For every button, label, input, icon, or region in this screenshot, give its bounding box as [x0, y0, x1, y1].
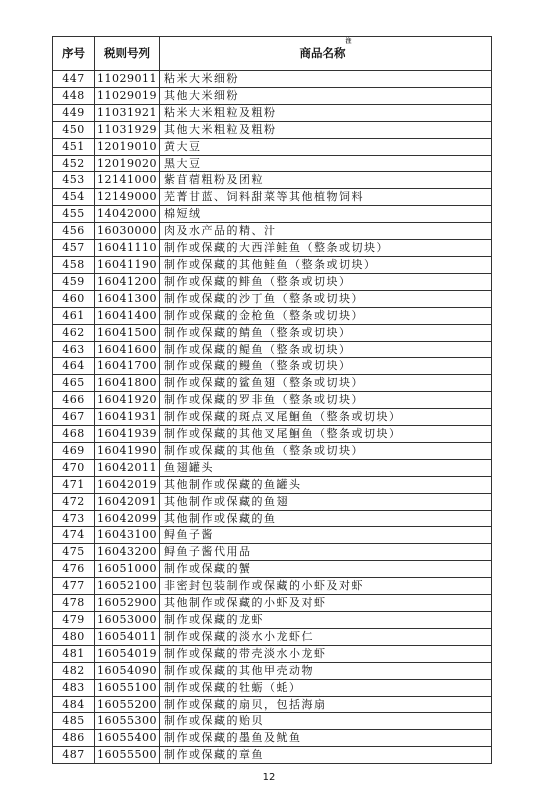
tariff-code-cell: 16053000 [95, 612, 160, 629]
serial-no-cell: 469 [53, 442, 95, 459]
table-row [53, 172, 492, 189]
tariff-code-cell: 11029019 [95, 87, 160, 104]
product-name-cell: 制作或保藏的其他鱼（整条或切块） [160, 442, 492, 459]
table-row [53, 696, 492, 713]
product-name-cell: 制作或保藏的鲱鱼（整条或切块） [160, 273, 492, 290]
serial-no-cell: 476 [53, 561, 95, 578]
serial-no-cell: 473 [53, 510, 95, 527]
table-row [53, 206, 492, 223]
serial-no-cell: 472 [53, 493, 95, 510]
product-name-cell: 其他大米粗粒及粗粉 [160, 121, 492, 138]
serial-no-cell: 454 [53, 189, 95, 206]
table-row [53, 223, 492, 240]
tariff-code-cell: 12149000 [95, 189, 160, 206]
product-name-cell: 制作或保藏的其他甲壳动物 [160, 662, 492, 679]
tariff-code-cell: 16055500 [95, 747, 160, 764]
product-name-cell: 制作或保藏的龙虾 [160, 612, 492, 629]
table-row [53, 476, 492, 493]
product-name-cell: 肉及水产品的精、汁 [160, 223, 492, 240]
product-name-cell: 制作或保藏的淡水小龙虾仁 [160, 628, 492, 645]
tariff-code-cell: 16041920 [95, 392, 160, 409]
product-name-cell: 制作或保藏的沙丁鱼（整条或切块） [160, 290, 492, 307]
tariff-code-cell: 16043200 [95, 544, 160, 561]
tariff-code-cell: 16055200 [95, 696, 160, 713]
table-row [53, 290, 492, 307]
serial-no-cell: 471 [53, 476, 95, 493]
tariff-code-cell: 16055400 [95, 730, 160, 747]
tariff-code-cell: 16054011 [95, 628, 160, 645]
table-row [53, 375, 492, 392]
serial-no-cell: 458 [53, 256, 95, 273]
serial-no-cell: 453 [53, 172, 95, 189]
product-name-cell: 制作或保藏的鲭鱼（整条或切块） [160, 324, 492, 341]
tariff-code-cell: 16043100 [95, 527, 160, 544]
tariff-table-container [52, 36, 491, 764]
table-row [53, 561, 492, 578]
product-name-cell: 制作或保藏的牡蛎（蚝） [160, 679, 492, 696]
serial-no-cell: 466 [53, 392, 95, 409]
product-name-cell: 鱼翅罐头 [160, 459, 492, 476]
product-name-cell: 制作或保藏的蟹 [160, 561, 492, 578]
serial-no-cell: 459 [53, 273, 95, 290]
table-row [53, 628, 492, 645]
serial-no-cell: 461 [53, 307, 95, 324]
table-row [53, 426, 492, 443]
tariff-code-cell: 11031921 [95, 104, 160, 121]
serial-no-cell: 483 [53, 679, 95, 696]
table-row [53, 87, 492, 104]
header-serial-no: 序号 [53, 37, 95, 71]
tariff-code-cell: 16041990 [95, 442, 160, 459]
tariff-code-cell: 16041500 [95, 324, 160, 341]
product-name-cell: 制作或保藏的斑点叉尾鮰鱼（整条或切块） [160, 409, 492, 426]
table-row [53, 679, 492, 696]
tariff-code-cell: 16052100 [95, 578, 160, 595]
tariff-code-cell: 16041110 [95, 240, 160, 257]
product-name-cell: 鲟鱼子酱 [160, 527, 492, 544]
product-name-cell: 粘米大米粗粒及粗粉 [160, 104, 492, 121]
product-name-cell: 制作或保藏的鳗鱼（整条或切块） [160, 358, 492, 375]
product-name-cell: 粘米大米细粉 [160, 71, 492, 88]
product-name-cell: 芜菁甘蓝、饲料甜菜等其他植物饲料 [160, 189, 492, 206]
table-header-row [53, 37, 492, 71]
tariff-code-cell: 16052900 [95, 595, 160, 612]
serial-no-cell: 460 [53, 290, 95, 307]
table-row [53, 138, 492, 155]
table-row [53, 71, 492, 88]
table-row [53, 341, 492, 358]
serial-no-cell: 451 [53, 138, 95, 155]
tariff-code-cell: 12019020 [95, 155, 160, 172]
header-tariff-code: 税则号列 [95, 37, 160, 71]
tariff-code-cell: 14042000 [95, 206, 160, 223]
tariff-code-cell: 16051000 [95, 561, 160, 578]
product-name-cell: 黄大豆 [160, 138, 492, 155]
serial-no-cell: 480 [53, 628, 95, 645]
product-name-cell: 制作或保藏的其他鲑鱼（整条或切块） [160, 256, 492, 273]
product-name-cell: 制作或保藏的罗非鱼（整条或切块） [160, 392, 492, 409]
product-name-cell: 其他制作或保藏的小虾及对虾 [160, 595, 492, 612]
table-row [53, 392, 492, 409]
serial-no-cell: 462 [53, 324, 95, 341]
table-row [53, 256, 492, 273]
product-name-cell: 制作或保藏的章鱼 [160, 747, 492, 764]
product-name-cell: 制作或保藏的墨鱼及鱿鱼 [160, 730, 492, 747]
serial-no-cell: 479 [53, 612, 95, 629]
tariff-code-cell: 16054019 [95, 645, 160, 662]
serial-no-cell: 452 [53, 155, 95, 172]
serial-no-cell: 464 [53, 358, 95, 375]
serial-no-cell: 449 [53, 104, 95, 121]
serial-no-cell: 450 [53, 121, 95, 138]
table-row [53, 747, 492, 764]
table-row [53, 307, 492, 324]
tariff-code-cell: 16041400 [95, 307, 160, 324]
product-name-cell: 非密封包装制作或保藏的小虾及对虾 [160, 578, 492, 595]
tariff-code-cell: 16041200 [95, 273, 160, 290]
product-name-cell: 制作或保藏的带壳淡水小龙虾 [160, 645, 492, 662]
tariff-code-cell: 16041300 [95, 290, 160, 307]
tariff-code-cell: 16041931 [95, 409, 160, 426]
table-row [53, 189, 492, 206]
serial-no-cell: 448 [53, 87, 95, 104]
tariff-code-cell: 12019010 [95, 138, 160, 155]
tariff-code-cell: 16055300 [95, 713, 160, 730]
serial-no-cell: 474 [53, 527, 95, 544]
product-name-cell: 制作或保藏的鲨鱼翅（整条或切块） [160, 375, 492, 392]
table-row [53, 104, 492, 121]
tariff-code-cell: 16041800 [95, 375, 160, 392]
table-row [53, 713, 492, 730]
serial-no-cell: 487 [53, 747, 95, 764]
table-row [53, 544, 492, 561]
tariff-code-cell: 16054090 [95, 662, 160, 679]
serial-no-cell: 455 [53, 206, 95, 223]
product-name-cell: 其他大米细粉 [160, 87, 492, 104]
table-row [53, 493, 492, 510]
tariff-code-cell: 16030000 [95, 223, 160, 240]
table-row [53, 358, 492, 375]
product-name-cell: 制作或保藏的扇贝，包括海扇 [160, 696, 492, 713]
product-name-cell: 其他制作或保藏的鱼 [160, 510, 492, 527]
table-row [53, 324, 492, 341]
serial-no-cell: 470 [53, 459, 95, 476]
tariff-code-cell: 16041939 [95, 426, 160, 443]
table-row [53, 730, 492, 747]
tariff-code-cell: 16042099 [95, 510, 160, 527]
table-row [53, 527, 492, 544]
table-row [53, 459, 492, 476]
serial-no-cell: 481 [53, 645, 95, 662]
tariff-code-cell: 16042011 [95, 459, 160, 476]
table-row [53, 273, 492, 290]
serial-no-cell: 486 [53, 730, 95, 747]
serial-no-cell: 457 [53, 240, 95, 257]
serial-no-cell: 467 [53, 409, 95, 426]
serial-no-cell: 456 [53, 223, 95, 240]
table-row [53, 155, 492, 172]
serial-no-cell: 447 [53, 71, 95, 88]
tariff-code-cell: 16041190 [95, 256, 160, 273]
tariff-code-cell: 16042019 [95, 476, 160, 493]
table-row [53, 240, 492, 257]
table-row [53, 442, 492, 459]
tariff-code-cell: 16041600 [95, 341, 160, 358]
page-number: 12 [262, 772, 276, 783]
table-row [53, 595, 492, 612]
tariff-code-cell: 11029011 [95, 71, 160, 88]
product-name-cell: 紫苜蓿粗粉及团粒 [160, 172, 492, 189]
product-name-cell: 制作或保藏的贻贝 [160, 713, 492, 730]
table-body [53, 71, 492, 764]
tariff-table [52, 36, 492, 764]
tariff-code-cell: 12141000 [95, 172, 160, 189]
header-product-name [160, 37, 492, 71]
product-name-cell: 黑大豆 [160, 155, 492, 172]
product-name-cell: 制作或保藏的鳀鱼（整条或切块） [160, 341, 492, 358]
table-row [53, 409, 492, 426]
table-row [53, 612, 492, 629]
serial-no-cell: 468 [53, 426, 95, 443]
serial-no-cell: 485 [53, 713, 95, 730]
header-note-marker: 注 [345, 38, 352, 45]
header-product-name-label: 商品名称 [299, 46, 346, 60]
product-name-cell: 制作或保藏的金枪鱼（整条或切块） [160, 307, 492, 324]
serial-no-cell: 475 [53, 544, 95, 561]
table-row [53, 510, 492, 527]
tariff-code-cell: 11031929 [95, 121, 160, 138]
product-name-cell: 其他制作或保藏的鱼罐头 [160, 476, 492, 493]
table-row [53, 645, 492, 662]
product-name-cell: 棉短绒 [160, 206, 492, 223]
serial-no-cell: 478 [53, 595, 95, 612]
serial-no-cell: 482 [53, 662, 95, 679]
product-name-cell: 制作或保藏的大西洋鲑鱼（整条或切块） [160, 240, 492, 257]
tariff-code-cell: 16055100 [95, 679, 160, 696]
serial-no-cell: 463 [53, 341, 95, 358]
tariff-code-cell: 16041700 [95, 358, 160, 375]
table-row [53, 662, 492, 679]
tariff-code-cell: 16042091 [95, 493, 160, 510]
serial-no-cell: 465 [53, 375, 95, 392]
table-row [53, 121, 492, 138]
serial-no-cell: 484 [53, 696, 95, 713]
product-name-cell: 鲟鱼子酱代用品 [160, 544, 492, 561]
serial-no-cell: 477 [53, 578, 95, 595]
product-name-cell: 其他制作或保藏的鱼翅 [160, 493, 492, 510]
table-row [53, 578, 492, 595]
product-name-cell: 制作或保藏的其他叉尾鮰鱼（整条或切块） [160, 426, 492, 443]
